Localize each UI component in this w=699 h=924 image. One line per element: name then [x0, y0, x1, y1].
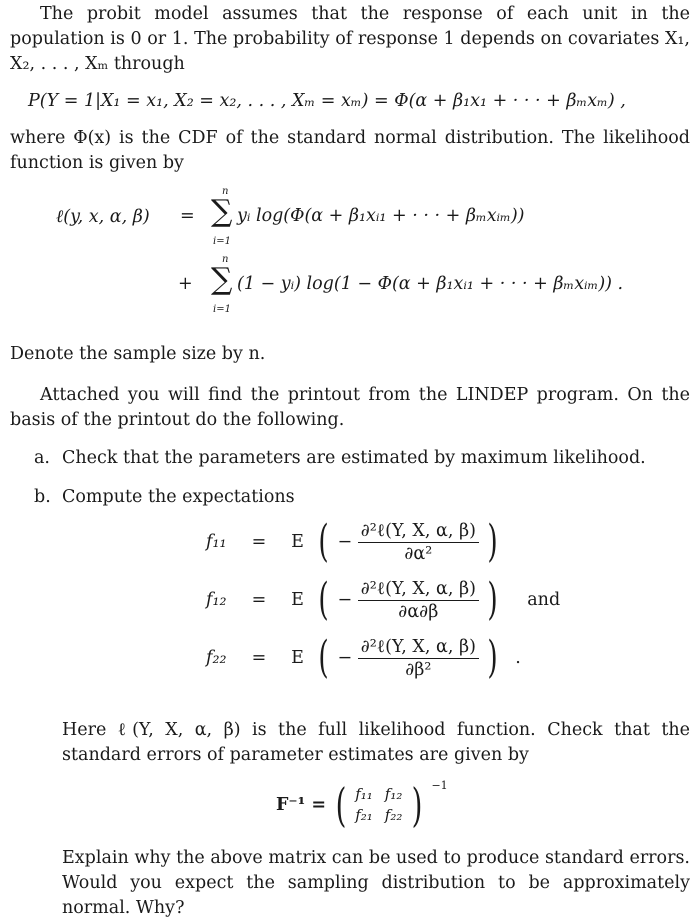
- sum1-upper: n: [222, 186, 229, 197]
- f22-eq: =: [251, 647, 267, 668]
- f22-fraction: [358, 636, 479, 680]
- item-a-text: Check that the parameters are estimated by maximum likelihood.: [62, 448, 646, 468]
- sum1-sigma: ∑: [211, 194, 233, 229]
- matrix-cell-f22: f₂₂: [384, 806, 403, 824]
- likelihood-eq: =: [180, 206, 195, 226]
- item-a-label: a.: [34, 448, 50, 468]
- f11-E: E: [291, 531, 304, 552]
- f11-fraction: [358, 520, 479, 564]
- f22-numerator: ∂²ℓ(Y, X, α, β): [358, 636, 479, 659]
- explain-paragraph: Explain why the above matrix can be used to produce standard errors. Would you expect the sampling distribution to be approximately normal. Why?: [62, 848, 690, 918]
- expectation-f11: f₁₁ = E ( − $\frac{\text{∂²ℓ(Y, X, α, β)}}{\text{∂α²}}$ ): [206, 516, 499, 567]
- matrix-lhs: F⁻¹ =: [276, 795, 327, 815]
- probit-equation: P(Y = 1|X₁ = x₁, X₂ = x₂, . . . , Xₘ = xₘ) = Φ(α + β₁x₁ + · · · + βₘxₘ) ,: [28, 91, 626, 111]
- item-b-text: Compute the expectations: [62, 487, 295, 507]
- attached-paragraph: Attached you will find the printout from the LINDEP program. On the basis of the printout do the following.: [10, 385, 690, 430]
- expectation-f12: f₁₂ = E ( − $\frac{\text{∂²ℓ(Y, X, α, β)}}{\partial\alpha\partial\beta}$ ) and: [206, 574, 561, 625]
- likelihood-plus: +: [178, 274, 193, 294]
- item-b-label: b.: [34, 487, 51, 507]
- f12-E: E: [291, 589, 304, 610]
- sum1-lower: i=1: [213, 236, 231, 247]
- f22-lhs: f₂₂: [206, 647, 227, 668]
- f22-denominator: ∂β²: [405, 660, 432, 680]
- matrix-cell-f11: f₁₁: [355, 785, 373, 803]
- f12-fraction: [358, 578, 479, 622]
- likelihood-term1: yᵢ log(Φ(α + β₁xᵢ₁ + · · · + βₘxᵢₘ)): [237, 206, 525, 226]
- likelihood-lhs: ℓ(y, x, α, β): [56, 207, 150, 227]
- inverse-matrix: F⁻¹ = ( f₁₁ f₁₂ f₂₁ f₂₂ ) $^{-1}$: [276, 778, 448, 832]
- f12-eq: =: [251, 589, 267, 610]
- matrix-cell-f21: f₂₁: [355, 806, 373, 824]
- expectation-f22: f₂₂ = E ( − $\frac{\text{∂²ℓ(Y, X, α, β)}}{\text{∂β²}}$ ) .: [206, 632, 521, 683]
- f11-numerator: ∂²ℓ(Y, X, α, β): [358, 520, 479, 543]
- here-paragraph: Here ℓ(Y, X, α, β) is the full likelihood function. Check that the standard errors of parameter estimates are given by: [62, 720, 690, 765]
- after-probit-paragraph: where Φ(x) is the CDF of the standard normal distribution. The likelihood function is given by: [10, 128, 690, 173]
- sample-size-text: Denote the sample size by n.: [10, 344, 266, 364]
- likelihood-term2: (1 − yᵢ) log(1 − Φ(α + β₁xᵢ₁ + · · · + βₘxᵢₘ)) .: [237, 274, 624, 294]
- matrix-cell-f12: f₁₂: [384, 785, 403, 803]
- f12-and: and: [527, 590, 561, 610]
- intro-paragraph: The probit model assumes that the response of each unit in the population is 0 or 1. The probability of response 1 depends on covariates X₁, X₂, . . . , Xₘ through: [10, 4, 690, 74]
- f22-period: .: [515, 648, 521, 668]
- f11-lhs: f₁₁: [206, 531, 227, 552]
- matrix-cells: [355, 784, 402, 826]
- f12-denominator: ∂α∂β: [398, 602, 439, 622]
- f12-numerator: ∂²ℓ(Y, X, α, β): [358, 578, 479, 601]
- f11-eq: =: [251, 531, 267, 552]
- f11-denominator: ∂α²: [404, 544, 433, 564]
- sum2-lower: i=1: [213, 304, 231, 315]
- f12-lhs: f₁₂: [206, 589, 227, 610]
- matrix-exponent: −1: [431, 779, 448, 792]
- sum2-sigma: ∑: [211, 262, 233, 297]
- f22-E: E: [291, 647, 304, 668]
- sum2-upper: n: [222, 254, 229, 265]
